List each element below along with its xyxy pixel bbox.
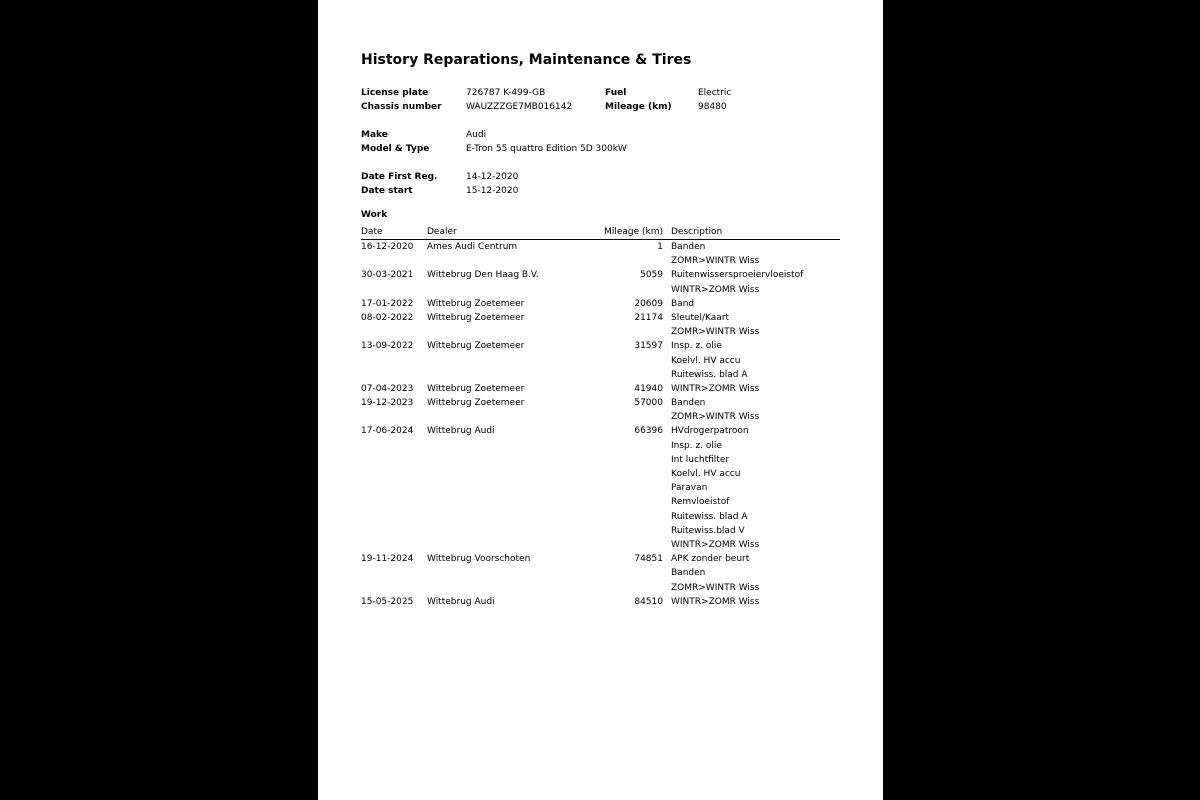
row-description-item: ZOMR>WINTR Wiss — [671, 256, 760, 267]
row-dealer: Wittebrug Zoetemeer — [427, 298, 525, 309]
table-row — [361, 339, 840, 382]
row-mileage: 20609 — [634, 298, 663, 309]
row-date: 17-01-2022 — [361, 298, 414, 309]
row-dealer: Wittebrug Zoetemeer — [427, 383, 525, 394]
row-descriptions — [671, 424, 840, 552]
header-description: Description — [671, 227, 723, 237]
table-row — [361, 382, 840, 396]
row-descriptions — [671, 268, 840, 296]
table-row — [361, 552, 840, 595]
row-mileage: 5059 — [640, 270, 663, 281]
row-mileage: 84510 — [634, 596, 663, 607]
row-date: 08-02-2022 — [361, 312, 414, 323]
row-description-item: Ruitenwissersproeiervloeistof — [671, 270, 804, 281]
table-row — [361, 311, 840, 339]
license-plate-value: 726787 K-499-GB — [466, 88, 546, 98]
row-description-item: Koelvl. HV accu — [671, 355, 741, 366]
page-title: History Reparations, Maintenance & Tires — [361, 52, 692, 68]
row-description-item: WINTR>ZOMR Wiss — [671, 539, 760, 550]
row-mileage: 57000 — [634, 398, 663, 409]
document-page — [318, 0, 883, 800]
row-description-item: Ruitewiss. blad A — [671, 511, 748, 522]
row-description-item: Banden — [671, 398, 706, 409]
row-description-item: Int luchtfilter — [671, 454, 730, 465]
make-label: Make — [361, 130, 388, 140]
model-value: E-Tron 55 quattro Edition 5D 300kW — [466, 144, 627, 154]
header-mileage: Mileage (km) — [604, 227, 663, 237]
row-mileage: 31597 — [634, 341, 663, 352]
row-dealer: Wittebrug Voorschoten — [427, 554, 531, 565]
header-date: Date — [361, 227, 383, 237]
row-mileage: 66396 — [634, 426, 663, 437]
row-date: 13-09-2022 — [361, 341, 414, 352]
mileage-label: Mileage (km) — [605, 102, 672, 112]
row-description-item: Remvloeistof — [671, 497, 730, 508]
row-description-item: ZOMR>WINTR Wiss — [671, 327, 760, 338]
row-dealer: Ames Audi Centrum — [427, 242, 518, 252]
row-descriptions — [671, 552, 840, 595]
row-description-item: Banden — [671, 242, 706, 252]
row-date: 15-05-2025 — [361, 596, 414, 607]
row-description-item: ZOMR>WINTR Wiss — [671, 412, 760, 423]
first-reg-label: Date First Reg. — [361, 172, 438, 182]
row-description-item: Paravan — [671, 483, 708, 494]
fuel-label: Fuel — [605, 88, 627, 98]
work-section-title: Work — [361, 210, 388, 220]
first-reg-value: 14-12-2020 — [466, 172, 519, 182]
make-value: Audi — [466, 130, 487, 140]
row-description-item: WINTR>ZOMR Wiss — [671, 284, 760, 295]
table-row — [361, 268, 840, 296]
row-date: 17-06-2024 — [361, 426, 414, 437]
row-description-item: Band — [671, 298, 695, 309]
table-row — [361, 240, 840, 268]
row-description-item: Ruitewiss.blad V — [671, 525, 745, 536]
row-mileage: 1 — [657, 242, 663, 252]
row-dealer: Wittebrug Zoetemeer — [427, 341, 525, 352]
row-date: 30-03-2021 — [361, 270, 414, 281]
row-descriptions — [671, 311, 840, 339]
row-dealer: Wittebrug Zoetemeer — [427, 312, 525, 323]
row-mileage: 74851 — [634, 554, 663, 565]
table-row — [361, 595, 840, 609]
row-description-item: Banden — [671, 568, 706, 579]
work-table-body — [361, 240, 840, 609]
row-description-item: Sleutel/Kaart — [671, 312, 730, 323]
row-description-item: Insp. z. olie — [671, 341, 722, 352]
row-descriptions — [671, 595, 840, 609]
row-date: 19-12-2023 — [361, 398, 414, 409]
table-row — [361, 396, 840, 424]
row-mileage: 21174 — [634, 312, 663, 323]
row-dealer: Wittebrug Audi — [427, 426, 495, 437]
table-row — [361, 424, 840, 552]
row-description-item: Koelvl. HV accu — [671, 469, 741, 479]
row-description-item: Ruitewiss. blad A — [671, 369, 748, 380]
row-dealer: Wittebrug Zoetemeer — [427, 398, 525, 409]
chassis-label: Chassis number — [361, 102, 442, 112]
row-date: 07-04-2023 — [361, 383, 414, 394]
row-description-item: WINTR>ZOMR Wiss — [671, 596, 760, 607]
table-row — [361, 297, 840, 311]
date-start-value: 15-12-2020 — [466, 186, 519, 196]
row-description-item: ZOMR>WINTR Wiss — [671, 582, 760, 593]
row-description-item: APK zonder beurt — [671, 554, 750, 565]
model-label: Model & Type — [361, 144, 430, 154]
row-description-item: WINTR>ZOMR Wiss — [671, 383, 760, 394]
chassis-value: WAUZZZGE7MB016142 — [466, 102, 573, 112]
row-mileage: 41940 — [634, 383, 663, 394]
row-descriptions — [671, 339, 840, 382]
date-start-label: Date start — [361, 186, 413, 196]
row-date: 19-11-2024 — [361, 554, 414, 565]
row-date: 16-12-2020 — [361, 242, 414, 252]
row-descriptions — [671, 297, 840, 311]
work-table-header — [361, 225, 840, 240]
mileage-value: 98480 — [698, 102, 727, 112]
row-dealer: Wittebrug Den Haag B.V. — [427, 270, 539, 281]
fuel-value: Electric — [698, 88, 732, 98]
row-dealer: Wittebrug Audi — [427, 596, 495, 607]
row-description-item: HVdrogerpatroon — [671, 426, 749, 437]
license-plate-label: License plate — [361, 88, 429, 98]
header-dealer: Dealer — [427, 227, 457, 237]
row-descriptions — [671, 240, 840, 268]
row-descriptions — [671, 396, 840, 424]
row-description-item: Insp. z. olie — [671, 440, 722, 451]
row-descriptions — [671, 382, 840, 396]
